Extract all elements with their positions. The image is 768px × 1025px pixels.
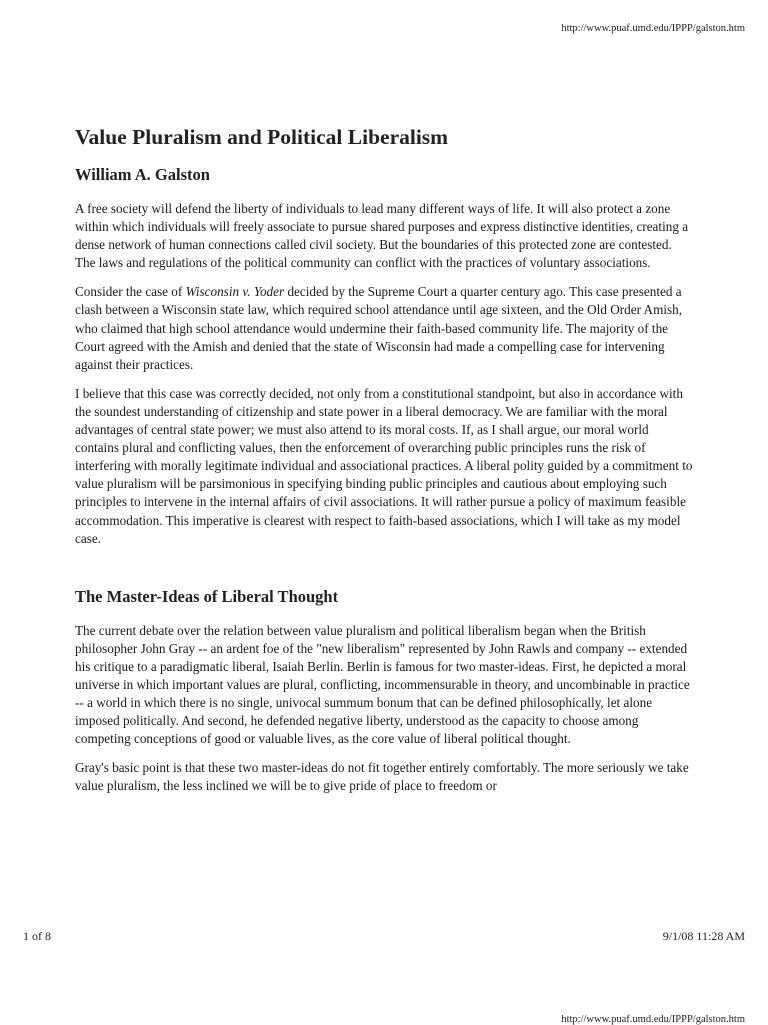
paragraph-1: A free society will defend the liberty of individuals to lead many different ways of life. It will also protect a zone within which individuals will freely associate to pursue shared purposes and express distinctive identities, creating a dense network of human connections called civil society. But the boundaries of this protected zone are contested. The laws and regulations of the political community can conflict with the practices of voluntary associations. <box>75 201 689 271</box>
page-number: 1 of 8 <box>23 929 51 943</box>
paragraph-3: I believe that this case was correctly decided, not only from a constitutional standpoint, but also in accordance with the soundest understanding of citizenship and state power in a liberal democracy. We are familiar with the moral advantages of central state power; we must also attend to its moral costs. If, as I shall argue, our moral world contains plural and conflicting values, then the enforcement of overarching public principles runs the risk of interfering with morally legitimate individual and associational practices. A liberal polity guided by a commitment to value pluralism will be parsimonious in specifying binding public principles and cautious about employing such principles to intervene in the internal affairs of civil associations. It will rather pursue a policy of maximum feasible accommodation. This imperative is clearest with respect to faith-based associations, which I will take as my model case. <box>75 385 693 546</box>
print-timestamp: 9/1/08 11:28 AM <box>662 929 745 943</box>
page-url-header: http://www.puaf.umd.edu/IPPP/galston.htm <box>561 23 745 34</box>
paragraph-2 <box>75 283 695 373</box>
paragraph-5: Gray's basic point is that these two master-ideas do not fit together entirely comfortably. The more seriously we take value pluralism, the less inclined we will be to give pride of place to freedom or <box>75 760 689 794</box>
paragraph-2-text-after: decided by the Supreme Court a quarter century ago. This case presented a clash between a Wisconsin state law, which required school attendance until age sixteen, and the Old Order Amish, who claimed that high school attendance would undermine their faith-based community life. The majority of the Court agreed with the Amish and denied that the state of Wisconsin had made a compelling case for intervening against their practices. <box>75 284 683 372</box>
case-name: Wisconsin v. Yoder <box>185 284 285 300</box>
article <box>75 124 695 796</box>
article-author: William A. Galston <box>75 165 210 184</box>
page-url-footer: http://www.puaf.umd.edu/IPPP/galston.htm <box>561 1014 745 1025</box>
paragraph-2-text-before: Consider the case of <box>75 284 186 300</box>
paragraph-4: The current debate over the relation between value pluralism and political liberalism began when the British philosopher John Gray -- an ardent foe of the "new liberalism" represented by John Rawls and company -- extended his critique to a paradigmatic liberal, Isaiah Berlin. Berlin is famous for two master-ideas. First, he depicted a moral universe in which important values are plural, conflicting, incommensurable in theory, and uncombinable in practice -- a world in which there is no single, univocal summum bonum that can be defined philosophically, let alone imposed politically. And second, he defended negative liberty, understood as the capacity to choose among competing conceptions of good or valuable lives, as the core value of liberal political thought. <box>75 622 690 747</box>
section-heading: The Master-Ideas of Liberal Thought <box>75 586 339 606</box>
article-title: Value Pluralism and Political Liberalism <box>75 125 449 149</box>
